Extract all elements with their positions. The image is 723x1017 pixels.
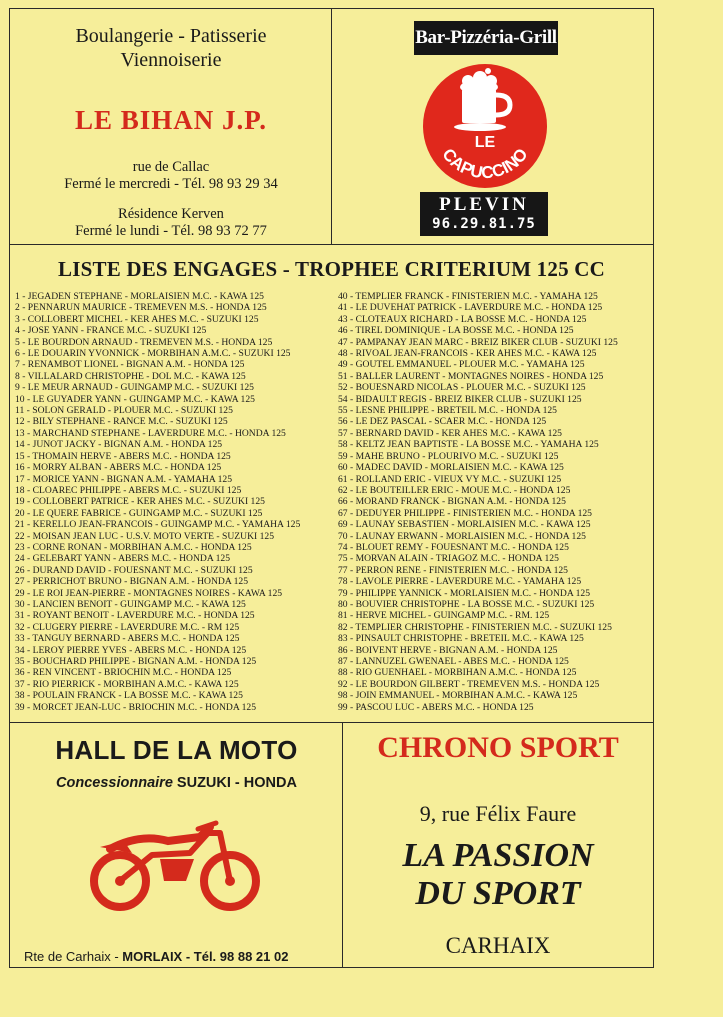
entry-list-item: 3 - COLLOBERT MICHEL - KER AHES M.C. - SUZUKI 125 — [15, 313, 259, 325]
bakery-name: LE BIHAN J.P. — [74, 105, 268, 135]
entry-list-item: 88 - RIO GUENHAEL - MORBIHAN A.M.C. - HONDA 125 — [338, 667, 577, 679]
entry-list-item: 80 - BOUVIER CHRISTOPHE - LA BOSSE M.C. - SUZUKI 125 — [338, 598, 595, 610]
entry-list-item: 43 - CLOTEAUX RICHARD - LA BOSSE M.C. - HONDA 125 — [338, 313, 587, 325]
entry-list-item: 31 - ROYANT BENOIT - LAVERDURE M.C. - HONDA 125 — [15, 610, 255, 622]
moto-subtitle — [10, 775, 343, 791]
pizzeria-phone: 96.29.81.75 — [432, 216, 536, 232]
entry-list-item: 37 - RIO PIERRICK - MORBIHAN A.M.C. - KAWA 125 — [15, 678, 239, 690]
bakery-line-2: Viennoiserie — [120, 49, 222, 71]
chrono-address: 9, rue Félix Faure — [419, 801, 577, 826]
list-title: LISTE DES ENGAGES - TROPHEE CRITERIUM 125 CC — [58, 257, 605, 281]
entry-list-item: 48 - RIVOAL JEAN-FRANCOIS - KER AHES M.C. - KAWA 125 — [338, 348, 597, 360]
entry-list-left — [15, 291, 300, 713]
entry-list-section — [10, 245, 653, 723]
entry-list-item: 30 - LANCIEN BENOIT - GUINGAMP M.C. - KAWA 125 — [15, 598, 246, 610]
entry-list-item: 9 - LE MEUR ARNAUD - GUINGAMP M.C. - SUZUKI 125 — [15, 382, 254, 394]
bakery-ad — [10, 9, 332, 245]
moto-dealer-ad — [10, 723, 343, 967]
entry-list-item: 99 - PASCOU LUC - ABERS M.C. - HONDA 125 — [338, 701, 534, 713]
entry-list-item: 79 - PHILIPPE YANNICK - MORLAISIEN M.C. - HONDA 125 — [338, 587, 591, 599]
entry-list-item: 57 - BERNARD DAVID - KER AHES M.C. - KAWA 125 — [338, 427, 562, 439]
cup-logo-icon — [420, 63, 550, 189]
entry-list-item: 46 - TIREL DOMINIQUE - LA BOSSE M.C. - HONDA 125 — [338, 325, 574, 337]
entry-list-item: 22 - MOISAN JEAN LUC - U.S.V. MOTO VERTE - SUZUKI 125 — [15, 530, 274, 542]
entry-list-item: 51 - BALLER LAURENT - MONTAGNES NOIRES - HONDA 125 — [338, 370, 604, 382]
entry-list-item: 47 - PAMPANAY JEAN MARC - BREIZ BIKER CLUB - SUZUKI 125 — [338, 336, 618, 348]
entry-list-item: 49 - GOUTEL EMMANUEL - PLOUER M.C. - YAMAHA 125 — [338, 359, 585, 371]
entry-list-item: 56 - LE DEZ PASCAL - SCAER M.C. - HONDA 125 — [338, 416, 547, 428]
entry-list-item: 24 - GELEBART YANN - ABERS M.C. - HONDA 125 — [15, 553, 231, 565]
moto-address-prefix: Rte de Carhaix - — [24, 949, 119, 964]
entry-list-item: 2 - PENNARUN MAURICE - TREMEVEN M.S. - HONDA 125 — [15, 302, 267, 314]
chrono-sport-ad — [343, 723, 653, 967]
moto-address — [24, 949, 343, 964]
entry-list-item: 58 - KELTZ JEAN BAPTISTE - LA BOSSE M.C. - YAMAHA 125 — [338, 439, 599, 451]
pizzeria-banner: Bar-Pizzéria-Grill — [414, 21, 558, 55]
entry-list-item: 27 - PERRICHOT BRUNO - BIGNAN A.M. - HONDA 125 — [15, 576, 249, 588]
entry-list-item: 98 - JOIN EMMANUEL - MORBIHAN A.M.C. - KAWA 125 — [338, 690, 578, 702]
motorcycle-icon — [90, 819, 260, 915]
bakery-hours-1: Fermé le mercredi - Tél. 98 93 29 34 — [64, 176, 278, 192]
entry-list-item: 60 - MADEC DAVID - MORLAISIEN M.C. - KAWA 125 — [338, 462, 564, 474]
chrono-slogan-2: DU SPORT — [415, 875, 581, 912]
entry-list-item: 70 - LAUNAY ERWANN - MORLAISIEN M.C. - HONDA 125 — [338, 530, 586, 542]
page-frame — [9, 8, 654, 968]
entry-list-right — [338, 291, 618, 713]
entry-list-item: 69 - LAUNAY SEBASTIEN - MORLAISIEN M.C. - KAWA 125 — [338, 519, 591, 531]
entry-list-item: 32 - CLUGERY PIERRE - LAVERDURE M.C. - RM 125 — [15, 621, 240, 633]
entry-list-item: 39 - MORCET JEAN-LUC - BRIOCHIN M.C. - HONDA 125 — [15, 701, 257, 713]
moto-address-phone: MORLAIX - Tél. 98 88 21 02 — [122, 949, 289, 964]
pizzeria-contact — [420, 192, 548, 236]
entry-list-item: 38 - POULAIN FRANCK - LA BOSSE M.C. - KAWA 125 — [15, 690, 243, 702]
entry-list-item: 41 - LE DUVEHAT PATRICK - LAVERDURE M.C. - HONDA 125 — [338, 302, 603, 314]
entry-list-item: 55 - LESNE PHILIPPE - BRETEIL M.C. - HONDA 125 — [338, 405, 557, 417]
entry-list-item: 59 - MAHE BRUNO - PLOURIVO M.C. - SUZUKI 125 — [338, 450, 559, 462]
entry-list-item: 67 - DEDUYER PHILIPPE - FINISTERIEN M.C. - HONDA 125 — [338, 507, 592, 519]
logo-name-text: CAPUCCINO — [438, 144, 532, 183]
entry-list-item: 19 - COLLOBERT PATRICE - KER AHES M.C. - SUZUKI 125 — [15, 496, 265, 508]
entry-list-item: 40 - TEMPLIER FRANCK - FINISTERIEN M.C. - YAMAHA 125 — [338, 291, 598, 302]
logo-le-text: LE — [474, 134, 496, 151]
entry-list-item: 52 - BOUESNARD NICOLAS - PLOUER M.C. - SUZUKI 125 — [338, 382, 586, 394]
entry-list-item: 4 - JOSE YANN - FRANCE M.C. - SUZUKI 125 — [15, 325, 207, 337]
chrono-title: CHRONO SPORT — [377, 731, 619, 764]
entry-list-item: 1 - JEGADEN STEPHANE - MORLAISIEN M.C. - KAWA 125 — [15, 291, 264, 302]
bakery-address-2: Résidence Kerven — [118, 206, 224, 222]
moto-subtitle-italic: Concessionnaire — [56, 775, 173, 791]
bakery-address-1: rue de Callac — [132, 159, 210, 175]
entry-list-item: 26 - DURAND DAVID - FOUESNANT M.C. - SUZUKI 125 — [15, 564, 253, 576]
entry-list-item: 86 - BOIVENT HERVE - BIGNAN A.M. - HONDA 125 — [338, 644, 558, 656]
entry-list-item: 23 - CORNE RONAN - MORBIHAN A.M.C. - HONDA 125 — [15, 541, 252, 553]
chrono-slogan-1: LA PASSION — [402, 837, 594, 874]
pizzeria-ad — [332, 9, 653, 245]
entry-list-item: 33 - TANGUY BERNARD - ABERS M.C. - HONDA 125 — [15, 633, 240, 645]
entry-list-item: 8 - VILLALARD CHRISTOPHE - DOL M.C. - KAWA 125 — [15, 370, 246, 382]
entry-list-item: 34 - LEROY PIERRE YVES - ABERS M.C. - HONDA 125 — [15, 644, 247, 656]
entry-list-item: 13 - MARCHAND STEPHANE - LAVERDURE M.C. - HONDA 125 — [15, 427, 286, 439]
entry-list-item: 83 - PINSAULT CHRISTOPHE - BRETEIL M.C. - KAWA 125 — [338, 633, 584, 645]
entry-list-item: 81 - HERVE MICHEL - GUINGAMP M.C. - RM. 125 — [338, 610, 550, 622]
entry-list-item: 16 - MORRY ALBAN - ABERS M.C. - HONDA 125 — [15, 462, 222, 474]
entry-list-item: 66 - MORAND FRANCK - BIGNAN A.M. - HONDA 125 — [338, 496, 566, 508]
entry-list-item: 15 - THOMAIN HERVE - ABERS M.C. - HONDA 125 — [15, 450, 231, 462]
entry-list-item: 78 - LAVOLE PIERRE - LAVERDURE M.C. - YAMAHA 125 — [338, 576, 582, 588]
entry-list-item: 36 - REN VINCENT - BRIOCHIN M.C. - HONDA 125 — [15, 667, 232, 679]
entry-list-item: 92 - LE BOURDON GILBERT - TREMEVEN M.S. - HONDA 125 — [338, 678, 600, 690]
entry-list-item: 18 - CLOAREC PHILIPPE - ABERS M.C. - SUZUKI 125 — [15, 484, 242, 496]
chrono-city: CARHAIX — [445, 933, 551, 958]
entry-list-item: 35 - BOUCHARD PHILIPPE - BIGNAN A.M. - HONDA 125 — [15, 656, 257, 667]
entry-list-item: 17 - MORICE YANN - BIGNAN A.M. - YAMAHA 125 — [15, 473, 233, 485]
entry-list-item: 10 - LE GUYADER YANN - GUINGAMP M.C. - KAWA 125 — [15, 393, 255, 405]
entry-list-item: 54 - BIDAULT REGIS - BREIZ BIKER CLUB - SUZUKI 125 — [338, 393, 582, 405]
bakery-hours-2: Fermé le lundi - Tél. 98 93 72 77 — [75, 223, 267, 239]
entry-list-item: 14 - JUNOT JACKY - BIGNAN A.M. - HONDA 125 — [15, 439, 223, 451]
entry-list-item: 77 - PERRON RENE - FINISTERIEN M.C. - HONDA 125 — [338, 564, 568, 576]
moto-brands: SUZUKI - HONDA — [176, 775, 297, 791]
pizzeria-city: PLEVIN — [439, 194, 529, 215]
entry-list-item: 12 - BILY STEPHANE - RANCE M.C. - SUZUKI 125 — [15, 416, 228, 428]
entry-list-item: 87 - LANNUZEL GWENAEL - ABES M.C. - HONDA 125 — [338, 656, 569, 667]
entry-list-item: 6 - LE DOUARIN YVONNICK - MORBIHAN A.M.C. - SUZUKI 125 — [15, 348, 291, 360]
entry-list-item: 74 - BLOUET REMY - FOUESNANT M.C. - HONDA 125 — [338, 541, 569, 553]
bakery-line-1: Boulangerie - Patisserie — [75, 25, 267, 47]
entry-list-item: 11 - SOLON GERALD - PLOUER M.C. - SUZUKI 125 — [15, 405, 233, 417]
entry-list-item: 7 - RENAMBOT LIONEL - BIGNAN A.M. - HONDA 125 — [15, 359, 245, 371]
entry-list-item: 5 - LE BOURDON ARNAUD - TREMEVEN M.S. - HONDA 125 — [15, 336, 273, 348]
entry-list-item: 82 - TEMPLIER CHRISTOPHE - FINISTERIEN M.C. - SUZUKI 125 — [338, 621, 612, 633]
entry-list-item: 61 - ROLLAND ERIC - VIEUX VY M.C. - SUZUKI 125 — [338, 473, 562, 485]
entry-list-item: 29 - LE ROI JEAN-PIERRE - MONTAGNES NOIRES - KAWA 125 — [15, 587, 283, 599]
entry-list-item: 62 - LE BOUTEILLER ERIC - MOUE M.C. - HONDA 125 — [338, 484, 571, 496]
moto-title: HALL DE LA MOTO — [55, 735, 298, 765]
entry-list-item: 75 - MORVAN ALAIN - TRIAGOZ M.C. - HONDA 125 — [338, 553, 559, 565]
entry-list-item: 20 - LE QUERE FABRICE - GUINGAMP M.C. - SUZUKI 125 — [15, 507, 263, 519]
entry-list-item: 21 - KERELLO JEAN-FRANCOIS - GUINGAMP M.C. - YAMAHA 125 — [15, 519, 301, 531]
